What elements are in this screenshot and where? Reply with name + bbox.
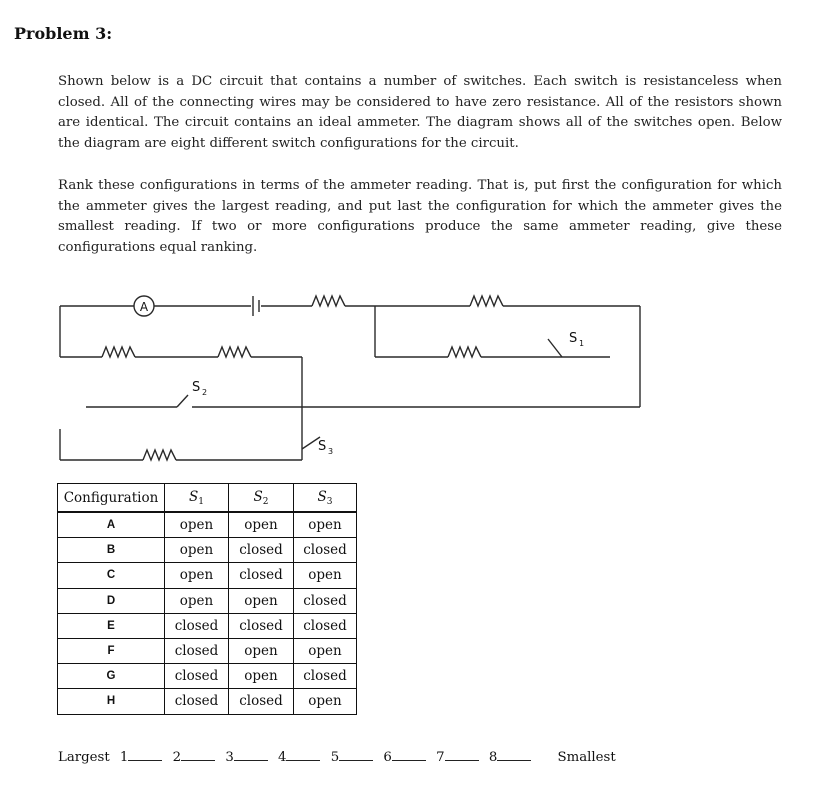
- problem-description: Shown below is a DC circuit that contains a number of switches. Each switch is resistanceless when closed. All of the connecting wires may be considered to have zero resistance. All of the resistors shown are identical. The circuit contains an ideal ammeter. The diagram shows all of the switches open. Below the diagram are eight different switch configurations for the circuit.: [58, 74, 782, 151]
- rank-blank[interactable]: [286, 748, 320, 761]
- table-row: G closed open closed: [58, 664, 357, 689]
- resistor-r5: [448, 347, 481, 357]
- table-row: E closed closed closed: [58, 613, 357, 638]
- ranking-instructions: Rank these configurations in terms of the ammeter reading. That is, put first the configuration for which the ammeter gives the largest reading, and put last the configuration for which the ammeter gives the smallest reading. If two or more configurations produce the same ammeter reading, give these configurations equal ranking.: [58, 178, 782, 255]
- switch-s3-label: S: [318, 439, 327, 454]
- rank-number: 1: [119, 750, 129, 765]
- ammeter-label: A: [139, 300, 149, 314]
- rank-blank[interactable]: [445, 748, 479, 761]
- resistor-r4: [218, 347, 251, 357]
- rank-blank[interactable]: [234, 748, 268, 761]
- table-row: D open open closed: [58, 588, 357, 613]
- switch-s2-label: S: [192, 380, 201, 395]
- rank-blank[interactable]: [392, 748, 426, 761]
- rank-number: 4: [278, 750, 287, 765]
- table-header-row: [58, 484, 357, 513]
- circuit-diagram: [0, 280, 828, 470]
- table-row: C open closed open: [58, 563, 357, 588]
- table-row: A open open open: [58, 512, 357, 538]
- table-row: F closed open open: [58, 638, 357, 663]
- resistor-r1: [312, 296, 345, 306]
- header-s3: $S_3$: [294, 484, 357, 513]
- rank-number: 7: [436, 750, 445, 765]
- rank-number: 5: [330, 750, 340, 765]
- ranking-answer-line: [58, 748, 616, 765]
- rank-blank[interactable]: [128, 748, 162, 761]
- header-s1: $S_1$: [165, 484, 229, 513]
- table-row: H closed closed open: [58, 689, 357, 714]
- rank-number: 3: [225, 750, 234, 765]
- switch-s1-blade: [548, 339, 562, 357]
- switch-s2-blade: [177, 395, 188, 407]
- rank-number: 2: [172, 750, 182, 765]
- rank-number: 6: [383, 750, 392, 765]
- header-configuration: Configuration: [58, 484, 165, 513]
- rank-blank[interactable]: [339, 748, 373, 761]
- configuration-table: [57, 483, 357, 715]
- resistor-r2: [470, 296, 503, 306]
- smallest-label: Smallest: [557, 750, 616, 765]
- problem-title: Problem 3:: [14, 24, 113, 43]
- rank-blank[interactable]: [497, 748, 531, 761]
- switch-s1-subscript: 1: [579, 339, 585, 348]
- switch-s3-subscript: 3: [328, 447, 334, 456]
- rank-blank[interactable]: [181, 748, 215, 761]
- switch-s2-subscript: 2: [202, 388, 208, 397]
- table-row: B open closed closed: [58, 538, 357, 563]
- largest-label: Largest: [58, 750, 110, 765]
- rank-number: 8: [488, 750, 498, 765]
- resistor-r6: [143, 450, 176, 460]
- switch-s1-label: S: [569, 331, 578, 346]
- header-s2: $S_2$: [229, 484, 294, 513]
- resistor-r3: [102, 347, 135, 357]
